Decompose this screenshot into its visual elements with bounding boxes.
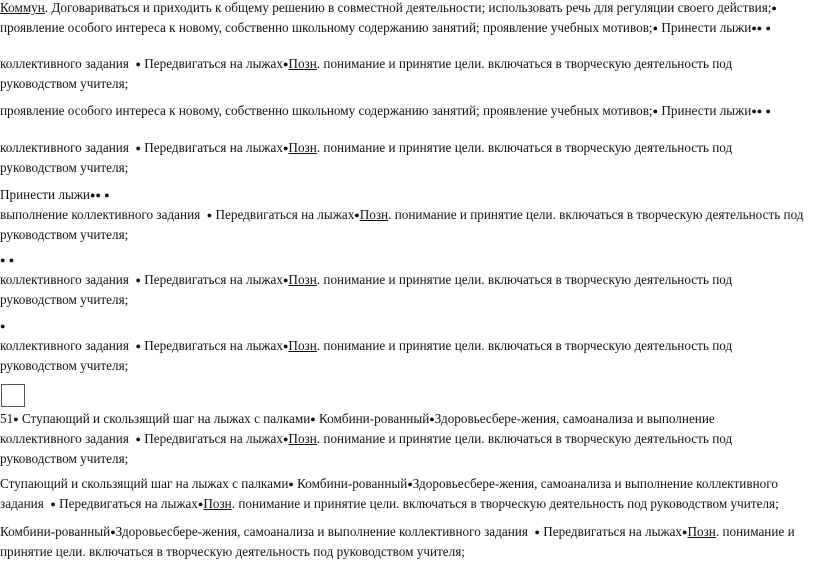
p6-move: Передвигаться на лыжах <box>543 524 683 539</box>
bullet: ● <box>110 527 116 537</box>
bullet: ● <box>354 210 360 220</box>
poz-link[interactable]: Позн <box>288 272 317 287</box>
p3-b: выполнение коллективного задания <box>0 207 201 222</box>
bullet: ● <box>282 59 289 69</box>
bullet: ● <box>682 527 688 537</box>
p5-c: Здоровьесбере-жения, самоанализа и выполнение коллективного задания <box>0 476 778 511</box>
bullet: ● <box>282 143 289 153</box>
c-pre: коллективного задания <box>0 338 129 353</box>
p2-text: проявление особого интереса к новому, собственно школьному содержанию занятий; проявление учебных мотивов; <box>0 103 653 118</box>
kommun-link[interactable]: Коммун <box>0 0 45 15</box>
paragraph-4 <box>0 409 812 469</box>
p5-a: Ступающий и скользящий шаг на лыжах с палками <box>0 476 289 491</box>
c-post: . понимание и принятие цели. включаться в творческую деятельность под руководством учителя; <box>0 207 804 242</box>
bullets-row-1 <box>0 250 812 270</box>
bullet: ● <box>407 479 413 489</box>
c-pre: коллективного задания <box>0 272 129 287</box>
bullet: ● <box>282 341 289 351</box>
p3-a: Принести лыжи <box>0 187 90 202</box>
c-move: Передвигаться на лыжах <box>215 207 355 222</box>
paragraph-1 <box>0 0 812 38</box>
p1-text: . Договариваться и приходить к общему решению в совместной деятельности; использовать речь для регуляции своего действия; <box>44 0 772 15</box>
bullet: ● <box>765 106 771 116</box>
bullet: ● <box>135 59 141 69</box>
bullet: ● <box>288 479 294 489</box>
c-move: Передвигаться на лыжах <box>144 431 283 446</box>
bullet: ● <box>771 3 777 13</box>
p6-post: . понимание и принятие цели. включаться в творческую деятельность под руководством учителя; <box>0 524 795 559</box>
c-post: . понимание и принятие цели. включаться в творческую деятельность под руководством учителя; <box>0 56 733 91</box>
bullet: ● <box>13 414 19 424</box>
bullet: ● <box>310 414 316 424</box>
bullet: ● <box>751 106 757 116</box>
c-post: . понимание и принятие цели. включаться в творческую деятельность под руководством учителя; <box>0 338 733 373</box>
ski-text: Принести лыжи <box>658 20 752 35</box>
paragraph-2 <box>0 101 812 121</box>
c-pre: коллективного задания <box>0 140 129 155</box>
bullet: ● <box>206 210 213 220</box>
bullet: ● <box>534 527 540 537</box>
collective-block-4 <box>0 336 812 376</box>
collective-block-2 <box>0 138 812 178</box>
poz-link[interactable]: Позн <box>687 524 716 539</box>
bullet: ● <box>429 414 435 424</box>
bullet: ● <box>282 434 289 444</box>
poz-link[interactable]: Позн <box>203 496 232 511</box>
bullet: ● <box>765 23 771 33</box>
bullet: ● <box>282 275 289 285</box>
bullets-row-2 <box>0 316 812 336</box>
bullet: ● <box>135 143 141 153</box>
ski-text: Принести лыжи <box>658 103 752 118</box>
c-post: . понимание и принятие цели. включаться в творческую деятельность под руководством учителя; <box>0 272 733 307</box>
c-pre: коллективного задания <box>0 431 129 446</box>
bullet: ● <box>95 190 101 200</box>
bullet: ● <box>135 341 141 351</box>
bullet: ● <box>756 23 763 33</box>
p5-post: . понимание и принятие цели. включаться в творческую деятельность под руководством учителя; <box>231 496 779 511</box>
p4-text: Ступающий и скользящий шаг на лыжах с палками <box>18 411 311 426</box>
p4-tail: Здоровьесбере-жения, самоанализа и выполнение <box>434 411 715 426</box>
bullet: ● <box>652 23 659 33</box>
bullet: ● <box>90 190 96 200</box>
c-post: . понимание и принятие цели. включаться в творческую деятельность под руководством учителя; <box>0 431 733 466</box>
bullet: ● <box>8 255 15 265</box>
bullet: ● <box>135 275 141 285</box>
bullet: ● <box>0 321 6 331</box>
poz-link[interactable]: Позн <box>359 207 389 222</box>
paragraph-5 <box>0 474 812 514</box>
collective-block-3 <box>0 270 812 310</box>
bullet: ● <box>652 106 659 116</box>
poz-link[interactable]: Позн <box>288 140 317 155</box>
poz-link[interactable]: Позн <box>288 338 317 353</box>
p5-b: Комбини-рованный <box>293 476 408 491</box>
bullet: ● <box>756 106 763 116</box>
paragraph-3 <box>0 185 812 245</box>
c-move: Передвигаться на лыжах <box>144 272 283 287</box>
c-pre: коллективного задания <box>0 56 129 71</box>
p6-a: Комбини-рованный <box>0 524 111 539</box>
poz-link[interactable]: Позн <box>288 431 317 446</box>
bullet: ● <box>0 255 6 265</box>
collective-block-1 <box>0 54 812 94</box>
p4-comb: Комбини-рованный <box>315 411 430 426</box>
c-post: . понимание и принятие цели. включаться в творческую деятельность под руководством учителя; <box>0 140 733 175</box>
c-move: Передвигаться на лыжах <box>144 338 283 353</box>
bullet: ● <box>197 499 204 509</box>
lesson-number: 51 <box>0 411 14 426</box>
c-move: Передвигаться на лыжах <box>144 140 283 155</box>
bullet: ● <box>50 499 56 509</box>
poz-link[interactable]: Позн <box>288 56 317 71</box>
p6-b: Здоровьесбере-жения, самоанализа и выполнение коллективного задания <box>115 524 528 539</box>
c-move: Передвигаться на лыжах <box>144 56 283 71</box>
p5-move: Передвигаться на лыжах <box>59 496 198 511</box>
bullet: ● <box>135 434 141 444</box>
empty-cell-box <box>1 384 25 407</box>
paragraph-6 <box>0 522 812 562</box>
bullet: ● <box>104 190 110 200</box>
bullet: ● <box>751 23 757 33</box>
p1-b: проявление особого интереса к новому, собственно школьному содержанию занятий; проявление учебных мотивов; <box>0 20 653 35</box>
